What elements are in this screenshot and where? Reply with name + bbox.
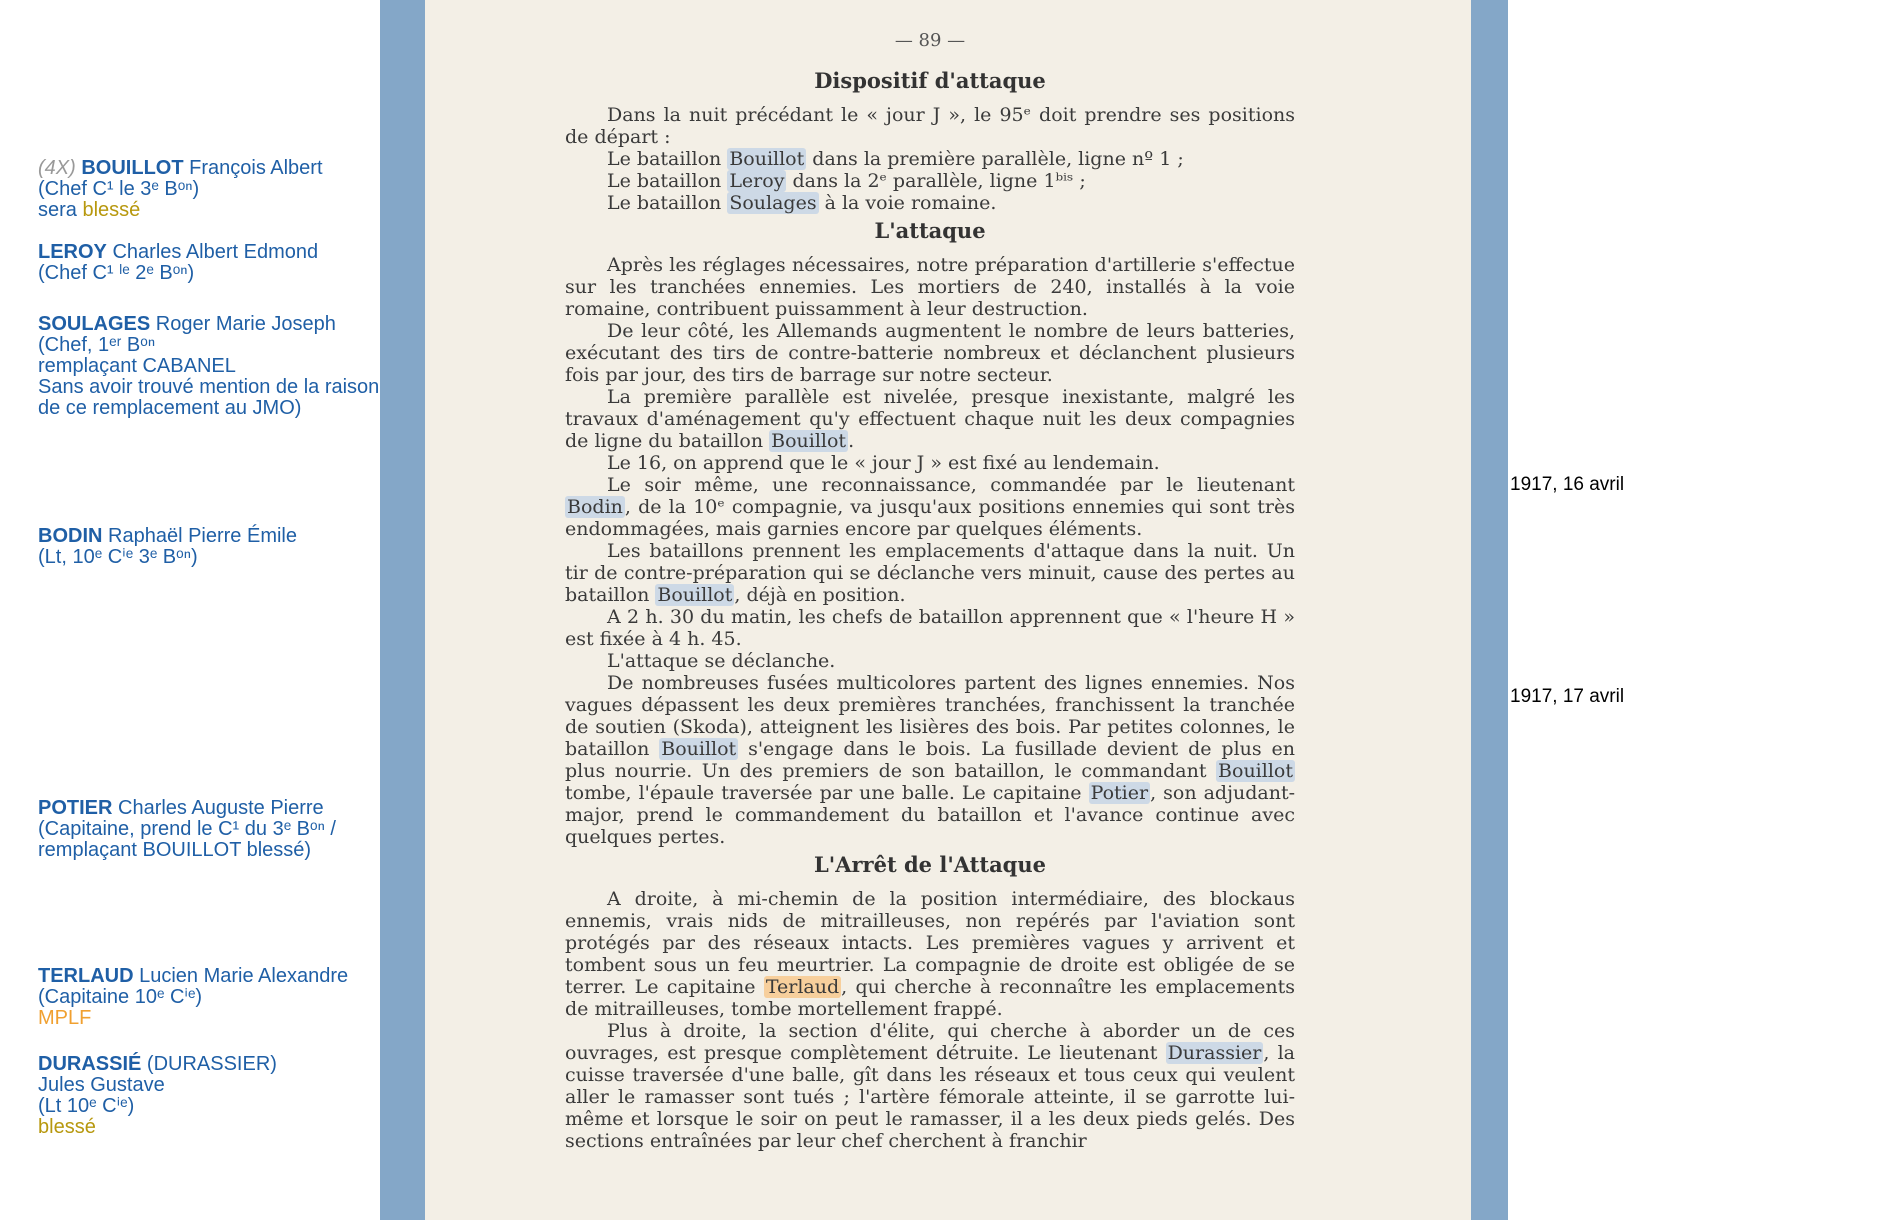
name-highlight: Bouillot xyxy=(729,148,805,170)
note-name: LEROY xyxy=(38,241,107,263)
name-highlight: Bouillot xyxy=(661,738,737,760)
name-highlight: Soulages xyxy=(729,192,817,214)
note-line: (Lt 10ᵉ Cⁱᵉ) xyxy=(38,1095,135,1117)
paragraph: De nombreuses fusées multicolores partent des lignes ennemies. Nos vagues dépassent les deux premières tranchées, franchissent la tranchée de soutien (Skoda), atteignent les lisières des bois. Par petites colonnes, le bataillon Bouillot s'engage dans le bois. La fusillade devient de plus en plus nourrie. Un des premiers de son bataillon, le commandant Bouillot tombe, l'épaule traversée par une balle. Le capitaine Potier , son adjudant-major, prend le commandement du bataillon et l'avance continue avec quelques pertes. xyxy=(565,672,1296,848)
note-given: François Albert xyxy=(183,157,323,179)
note-status: blessé xyxy=(38,1116,96,1138)
note-given: Raphaël Pierre Émile xyxy=(102,525,297,547)
note-name: BODIN xyxy=(38,525,103,547)
paragraph: De leur côté, les Allemands augmentent le nombre de leurs batteries, exécutant des tirs de contre-batterie nombreux et déclanchent plusieurs fois par jour, des tirs de barrage sur notre secteur. xyxy=(565,320,1295,386)
paragraph: A droite, à mi-chemin de la position intermédiaire, des blockaus ennemis, vrais nids de mitrailleuses, non repérés par l'aviation sont protégés par des réseaux intacts. Les premières vagues y arrivent et tombent sous un feu meurtrier. La compagnie de droite est obligée de se terrer. Le capitaine Terlaud , qui cherche à reconnaître les emplacements de mitrailleuses, tombe mortellement frappé. xyxy=(565,888,1295,1020)
note-leroy xyxy=(38,242,383,284)
note-tail: sera xyxy=(38,199,83,221)
note-given: Charles Auguste Pierre xyxy=(112,797,324,819)
note-terlaud xyxy=(38,966,383,1029)
note-line: (Chef, 1ᵉʳ Bᵒⁿ xyxy=(38,334,156,356)
name-highlight: Leroy xyxy=(729,170,785,192)
note-given: Charles Albert Edmond xyxy=(106,241,319,263)
section-heading: L'attaque xyxy=(874,218,986,243)
name-highlight: Bouillot xyxy=(1218,760,1293,782)
note-name: BOUILLOT xyxy=(81,157,184,179)
note-line: Jules Gustave xyxy=(38,1074,165,1096)
note-durassie xyxy=(38,1054,383,1138)
note-line: (Chef C¹ ˡᵉ 2ᵉ Bᵒⁿ) xyxy=(38,262,195,284)
note-bodin xyxy=(38,526,383,568)
name-highlight: Bodin xyxy=(567,496,623,518)
page-number: — 89 — xyxy=(894,30,966,51)
name-highlight: Bouillot xyxy=(657,584,733,606)
note-given: Roger Marie Joseph xyxy=(150,313,336,335)
name-highlight: Potier xyxy=(1090,782,1149,804)
note-status: blessé xyxy=(82,199,141,221)
paragraph: Plus à droite, la section d'élite, qui cherche à aborder un de ces ouvrages, est presque complètement détruite. Le lieutenant Durassier , la cuisse traversée d'une balle, gît dans les réseaux et tous ceux qui veulent aller le ramasser sont tués ; l'artère fémorale atteinte, il se garrotte lui-même et lorsque le soir on peut le ramasser, il a les deux pieds gelés. Des sections entraînées par leur chef cherchent à franchir xyxy=(565,1020,1296,1152)
paragraph: Après les réglages nécessaires, notre préparation d'artillerie s'effectue sur les tranchées ennemies. Les mortiers de 240, installés à la voie romaine, contribuent puissamment à leur destruction. xyxy=(565,254,1295,320)
note-line: (Chef C¹ le 3ᵉ Bᵒⁿ) xyxy=(38,178,200,200)
note-name: DURASSIÉ xyxy=(38,1053,142,1075)
name-highlight: Terlaud xyxy=(765,976,840,998)
paragraph: L'attaque se déclanche. xyxy=(607,650,836,672)
section-heading: L'Arrêt de l'Attaque xyxy=(814,852,1046,877)
date-note: 1917, 16 avril xyxy=(1510,474,1625,495)
note-bouillot xyxy=(38,158,383,221)
date-note: 1917, 17 avril xyxy=(1510,686,1625,707)
name-highlight: Durassier xyxy=(1167,1042,1262,1064)
name-highlight: Bouillot xyxy=(771,430,847,452)
page-text xyxy=(565,30,1295,1152)
note-potier xyxy=(38,798,383,861)
text-line: Le bataillon Leroy dans la 2ᵉ parallèle, ligne 1ᵇⁱˢ ; xyxy=(607,170,1086,192)
note-line: remplaçant CABANEL xyxy=(38,355,236,377)
scanned-page xyxy=(425,0,1471,1220)
paragraph: Dans la nuit précédant le « jour J », le 95ᵉ doit prendre ses positions de départ : xyxy=(565,104,1295,148)
paragraph: A 2 h. 30 du matin, les chefs de bataillon apprennent que « l'heure H » est fixée à 4 h. 45. xyxy=(565,606,1295,650)
paragraph: Le soir même, une reconnaissance, commandée par le lieutenant Bodin , de la 10ᵉ compagnie, va jusqu'aux positions ennemies qui sont très endommagées, mais garnies encore par quelques éléments. xyxy=(565,474,1295,540)
note-name: TERLAUD xyxy=(38,965,134,987)
note-line: (Lt, 10ᵉ Cⁱᵉ 3ᵉ Bᵒⁿ) xyxy=(38,546,198,568)
note-line: (Capitaine 10ᵉ Cⁱᵉ) xyxy=(38,986,203,1008)
note-given: (DURASSIER) xyxy=(141,1053,277,1075)
note-name: POTIER xyxy=(38,797,113,819)
note-given: Lucien Marie Alexandre xyxy=(133,965,349,987)
margin-notes xyxy=(0,0,380,1220)
text-line: Le bataillon Bouillot dans la première parallèle, ligne nº 1 ; xyxy=(607,148,1184,170)
paragraph: Le 16, on apprend que le « jour J » est fixé au lendemain. xyxy=(607,452,1160,474)
text-line: Le bataillon Soulages à la voie romaine. xyxy=(607,192,997,214)
note-mplf: MPLF xyxy=(38,1007,92,1029)
note-line: (Capitaine, prend le C¹ du 3ᵉ Bᵒⁿ / remplaçant BOUILLOT blessé) xyxy=(38,818,336,861)
note-name: SOULAGES xyxy=(38,313,151,335)
paragraph: La première parallèle est nivelée, presque inexistante, malgré les travaux d'aménagement qu'y effectuent chaque nuit les deux compagnies de ligne du bataillon Bouillot . xyxy=(565,386,1295,452)
note-prefix: (4X) xyxy=(38,157,76,179)
note-soulages xyxy=(38,314,383,419)
note-line: Sans avoir trouvé mention de la raison de ce remplacement au JMO) xyxy=(38,376,380,419)
section-heading: Dispositif d'attaque xyxy=(814,68,1046,93)
paragraph: Les bataillons prennent les emplacements d'attaque dans la nuit. Un tir de contre-préparation qui se déclanche vers minuit, cause des pertes au bataillon Bouillot , déjà en position. xyxy=(565,540,1295,606)
